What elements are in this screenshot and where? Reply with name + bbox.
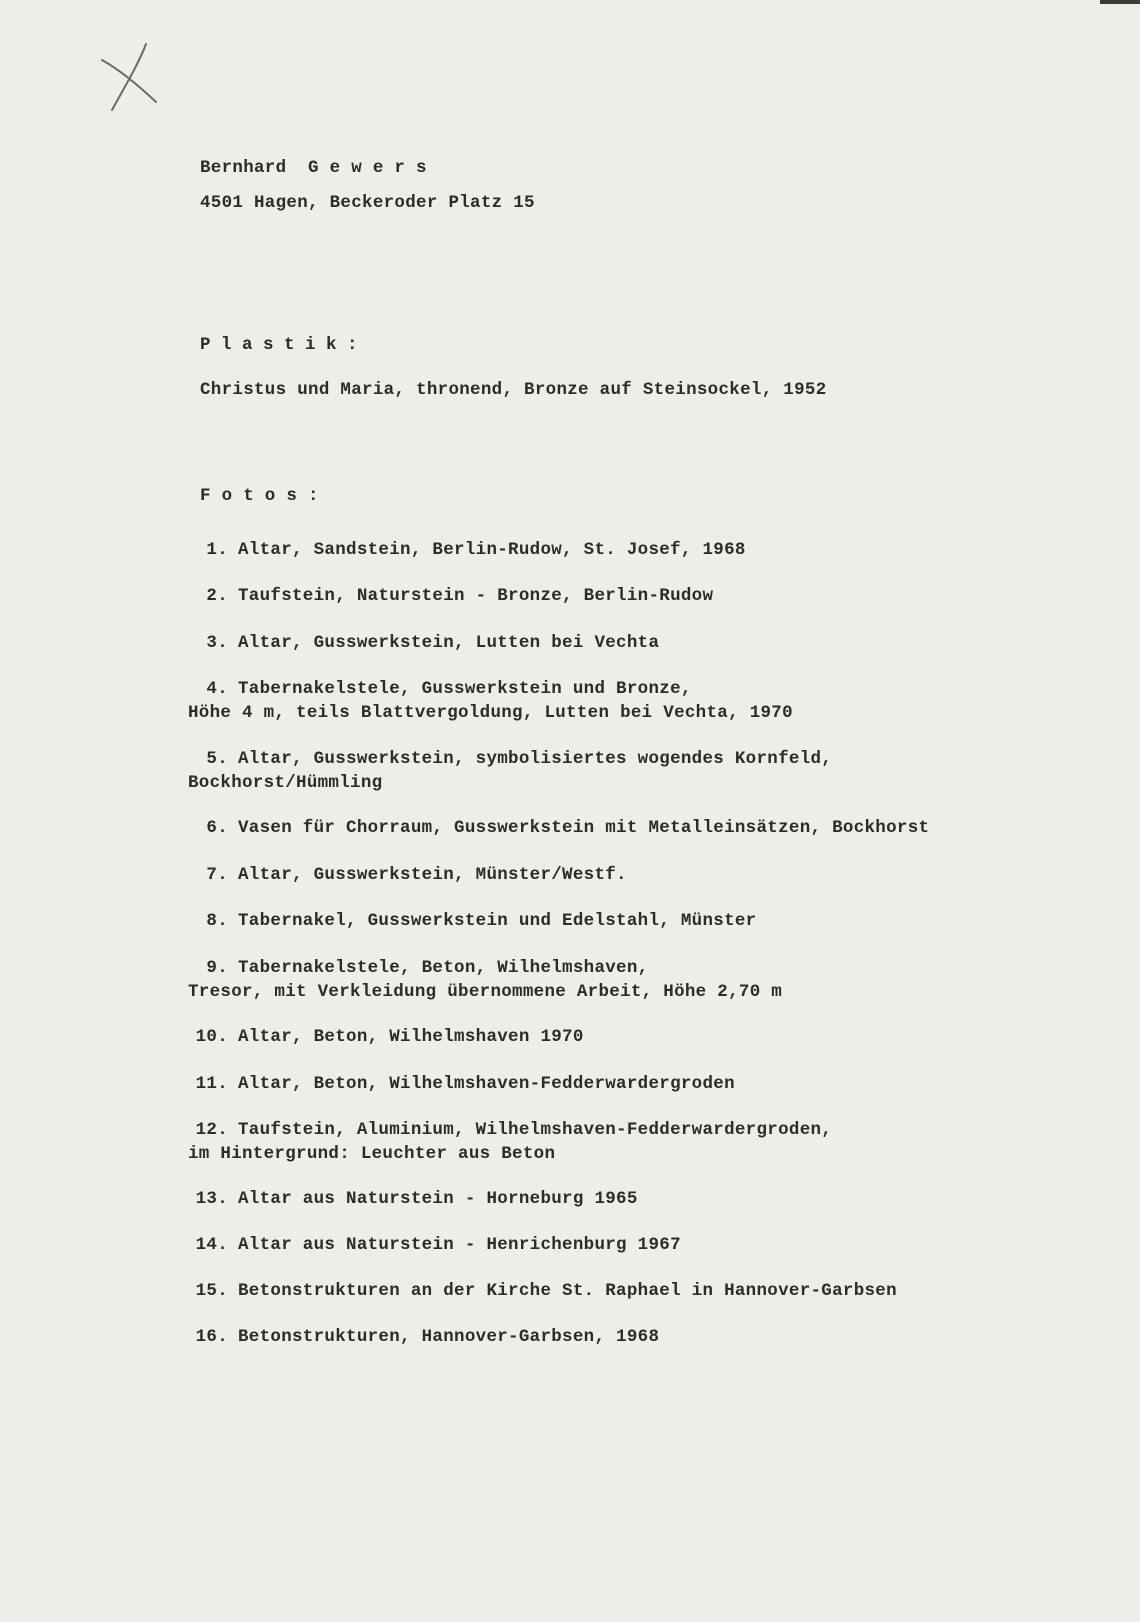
list-item	[188, 538, 746, 562]
item-number: 12.	[195, 1120, 228, 1140]
item-number: 11.	[195, 1074, 228, 1094]
item-number: 4.	[206, 679, 228, 699]
item-text: Tabernakelstele, Gusswerkstein und Bronze, Höhe 4 m, teils Blattvergoldung, Lutten bei Vechta, 1970	[188, 679, 793, 723]
item-number: 9.	[206, 958, 228, 978]
item-text: Taufstein, Aluminium, Wilhelmshaven-Fedderwardergroden, im Hintergrund: Leuchter aus Beton	[188, 1120, 833, 1164]
item-number: 6.	[206, 818, 228, 838]
item-text: Altar aus Naturstein - Horneburg 1965	[238, 1189, 638, 1209]
item-number: 15.	[195, 1281, 228, 1301]
list-item	[188, 1233, 681, 1257]
list-item	[188, 956, 782, 1004]
item-number: 5.	[206, 749, 228, 769]
item-number: 10.	[195, 1027, 228, 1047]
item-text: Altar, Gusswerkstein, symbolisiertes wogendes Kornfeld, Bockhorst/Hümmling	[188, 749, 833, 793]
handwritten-x-mark	[100, 40, 160, 112]
list-item	[188, 747, 832, 795]
author-name: Bernhard G e w e r s	[200, 158, 427, 178]
item-number: 3.	[206, 633, 228, 653]
item-text: Altar, Beton, Wilhelmshaven 1970	[238, 1027, 584, 1047]
item-text: Altar, Beton, Wilhelmshaven-Fedderwardergroden	[238, 1074, 735, 1094]
plastik-entry: Christus und Maria, thronend, Bronze auf Steinsockel, 1952	[200, 380, 827, 400]
item-number: 13.	[195, 1189, 228, 1209]
item-text: Altar aus Naturstein - Henrichenburg 1967	[238, 1235, 681, 1255]
author-address: 4501 Hagen, Beckeroder Platz 15	[200, 193, 535, 213]
item-number: 14.	[195, 1235, 228, 1255]
list-item	[188, 863, 627, 887]
item-text: Vasen für Chorraum, Gusswerkstein mit Metalleinsätzen, Bockhorst	[238, 818, 930, 838]
list-item	[188, 1025, 584, 1049]
item-number: 2.	[206, 586, 228, 606]
item-number: 16.	[195, 1327, 228, 1347]
item-text: Tabernakel, Gusswerkstein und Edelstahl, Münster	[238, 911, 757, 931]
item-text: Altar, Gusswerkstein, Lutten bei Vechta	[238, 633, 660, 653]
list-item	[188, 1118, 832, 1166]
list-item	[188, 1279, 897, 1303]
list-item	[188, 631, 659, 655]
list-item	[188, 1187, 638, 1211]
item-text: Tabernakelstele, Beton, Wilhelmshaven, Tresor, mit Verkleidung übernommene Arbeit, Höhe 2,70 m	[188, 958, 783, 1002]
list-item	[188, 909, 756, 933]
item-number: 7.	[206, 865, 228, 885]
item-text: Taufstein, Naturstein - Bronze, Berlin-Rudow	[238, 586, 714, 606]
item-text: Altar, Sandstein, Berlin-Rudow, St. Josef, 1968	[238, 540, 746, 560]
list-item	[188, 1072, 735, 1096]
list-item	[188, 677, 793, 725]
item-text: Betonstrukturen an der Kirche St. Raphael in Hannover-Garbsen	[238, 1281, 897, 1301]
page-edge-shadow	[1100, 0, 1140, 4]
item-number: 1.	[206, 540, 228, 560]
list-item	[188, 816, 929, 840]
item-text: Altar, Gusswerkstein, Münster/Westf.	[238, 865, 627, 885]
fotos-heading: F o t o s :	[200, 486, 319, 506]
list-item	[188, 1325, 659, 1349]
item-number: 8.	[206, 911, 228, 931]
list-item	[188, 584, 713, 608]
item-text: Betonstrukturen, Hannover-Garbsen, 1968	[238, 1327, 660, 1347]
plastik-heading: P l a s t i k :	[200, 335, 358, 355]
